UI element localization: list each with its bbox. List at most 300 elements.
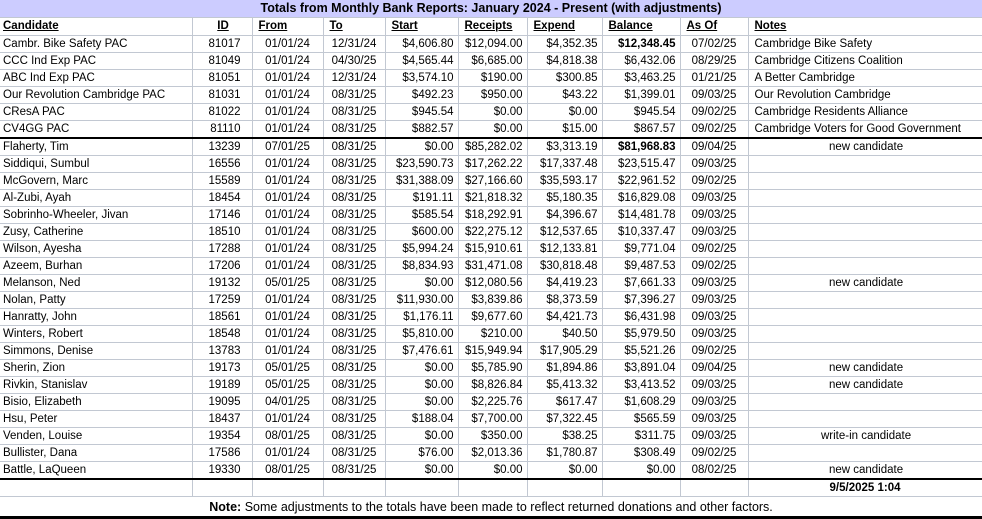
cell-as-of-date[interactable]: 09/02/25 [680, 258, 748, 275]
cell-from-date[interactable]: 01/01/24 [252, 411, 323, 428]
cell-id[interactable]: 18561 [192, 309, 252, 326]
table-row [0, 207, 982, 224]
cell-as-of-date[interactable]: 01/21/25 [680, 70, 748, 87]
cell-start-amount[interactable]: $7,476.61 [385, 343, 458, 360]
cell-id[interactable]: 19132 [192, 275, 252, 292]
cell-id[interactable]: 81031 [192, 87, 252, 104]
empty-cell[interactable] [458, 479, 527, 497]
cell-balance-amount[interactable]: $12,348.45 [602, 36, 680, 53]
cell-receipts-amount[interactable]: $350.00 [458, 428, 527, 445]
empty-cell[interactable] [527, 479, 602, 497]
cell-to-date[interactable]: 08/31/25 [323, 121, 385, 139]
cell-id[interactable]: 19189 [192, 377, 252, 394]
cell-id[interactable]: 19354 [192, 428, 252, 445]
cell-candidate[interactable]: Our Revolution Cambridge PAC [0, 87, 192, 104]
cell-candidate[interactable]: Bullister, Dana [0, 445, 192, 462]
cell-as-of-date[interactable]: 09/03/25 [680, 87, 748, 104]
cell-balance-amount[interactable]: $945.54 [602, 104, 680, 121]
cell-start-amount[interactable]: $23,590.73 [385, 156, 458, 173]
cell-id[interactable]: 17146 [192, 207, 252, 224]
cell-as-of-date[interactable]: 09/03/25 [680, 326, 748, 343]
cell-expend-amount[interactable]: $15.00 [527, 121, 602, 139]
cell-candidate[interactable]: Siddiqui, Sumbul [0, 156, 192, 173]
cell-as-of-date[interactable]: 09/03/25 [680, 411, 748, 428]
cell-id[interactable]: 17206 [192, 258, 252, 275]
cell-receipts-amount[interactable]: $3,839.86 [458, 292, 527, 309]
cell-start-amount[interactable]: $0.00 [385, 394, 458, 411]
cell-balance-amount[interactable]: $3,891.04 [602, 360, 680, 377]
cell-receipts-amount[interactable]: $190.00 [458, 70, 527, 87]
cell-candidate[interactable]: Cambr. Bike Safety PAC [0, 36, 192, 53]
cell-id[interactable]: 18437 [192, 411, 252, 428]
cell-as-of-date[interactable]: 09/02/25 [680, 104, 748, 121]
cell-candidate[interactable]: Winters, Robert [0, 326, 192, 343]
cell-notes[interactable] [748, 224, 982, 241]
cell-as-of-date[interactable]: 09/03/25 [680, 190, 748, 207]
cell-id[interactable]: 13783 [192, 343, 252, 360]
cell-start-amount[interactable]: $492.23 [385, 87, 458, 104]
cell-as-of-date[interactable]: 09/03/25 [680, 394, 748, 411]
cell-balance-amount[interactable]: $6,431.98 [602, 309, 680, 326]
cell-notes[interactable]: Cambridge Bike Safety [748, 36, 982, 53]
empty-cell[interactable] [192, 479, 252, 497]
cell-candidate[interactable]: Venden, Louise [0, 428, 192, 445]
cell-receipts-amount[interactable]: $2,225.76 [458, 394, 527, 411]
cell-notes[interactable] [748, 292, 982, 309]
cell-start-amount[interactable]: $5,994.24 [385, 241, 458, 258]
cell-start-amount[interactable]: $1,176.11 [385, 309, 458, 326]
cell-expend-amount[interactable]: $30,818.48 [527, 258, 602, 275]
cell-receipts-amount[interactable]: $31,471.08 [458, 258, 527, 275]
cell-candidate[interactable]: Wilson, Ayesha [0, 241, 192, 258]
cell-start-amount[interactable]: $945.54 [385, 104, 458, 121]
cell-id[interactable]: 17586 [192, 445, 252, 462]
cell-id[interactable]: 81049 [192, 53, 252, 70]
cell-receipts-amount[interactable]: $22,275.12 [458, 224, 527, 241]
cell-expend-amount[interactable]: $4,419.23 [527, 275, 602, 292]
cell-to-date[interactable]: 08/31/25 [323, 360, 385, 377]
cell-notes[interactable] [748, 258, 982, 275]
table-row [0, 292, 982, 309]
cell-balance-amount[interactable]: $565.59 [602, 411, 680, 428]
column-header-start[interactable]: Start [385, 17, 458, 36]
cell-receipts-amount[interactable]: $210.00 [458, 326, 527, 343]
table-row [0, 173, 982, 190]
page-title: Totals from Monthly Bank Reports: January 2024 - Present (with adjustments) [0, 0, 982, 17]
cell-to-date[interactable]: 08/31/25 [323, 258, 385, 275]
cell-expend-amount[interactable]: $1,780.87 [527, 445, 602, 462]
cell-receipts-amount[interactable]: $85,282.02 [458, 138, 527, 156]
cell-notes[interactable] [748, 343, 982, 360]
cell-from-date[interactable]: 01/01/24 [252, 121, 323, 139]
cell-start-amount[interactable]: $4,565.44 [385, 53, 458, 70]
cell-as-of-date[interactable]: 09/03/25 [680, 309, 748, 326]
cell-candidate[interactable]: Azeem, Burhan [0, 258, 192, 275]
cell-expend-amount[interactable]: $5,413.32 [527, 377, 602, 394]
title-row [0, 0, 982, 17]
cell-balance-amount[interactable]: $23,515.47 [602, 156, 680, 173]
cell-candidate[interactable]: CCC Ind Exp PAC [0, 53, 192, 70]
cell-notes[interactable]: new candidate [748, 360, 982, 377]
cell-receipts-amount[interactable]: $6,685.00 [458, 53, 527, 70]
cell-start-amount[interactable]: $5,810.00 [385, 326, 458, 343]
cell-notes[interactable] [748, 394, 982, 411]
cell-id[interactable]: 81051 [192, 70, 252, 87]
cell-to-date[interactable]: 08/31/25 [323, 138, 385, 156]
cell-id[interactable]: 18548 [192, 326, 252, 343]
cell-from-date[interactable]: 01/01/24 [252, 445, 323, 462]
cell-id[interactable]: 19173 [192, 360, 252, 377]
cell-from-date[interactable]: 01/01/24 [252, 87, 323, 104]
cell-from-date[interactable]: 01/01/24 [252, 258, 323, 275]
table-row [0, 360, 982, 377]
cell-to-date[interactable]: 08/31/25 [323, 445, 385, 462]
cell-from-date[interactable]: 01/01/24 [252, 224, 323, 241]
cell-to-date[interactable]: 08/31/25 [323, 173, 385, 190]
cell-candidate[interactable]: Battle, LaQueen [0, 462, 192, 480]
cell-to-date[interactable]: 08/31/25 [323, 104, 385, 121]
cell-start-amount[interactable]: $0.00 [385, 138, 458, 156]
cell-from-date[interactable]: 05/01/25 [252, 275, 323, 292]
cell-candidate[interactable]: McGovern, Marc [0, 173, 192, 190]
cell-to-date[interactable]: 08/31/25 [323, 87, 385, 104]
cell-notes[interactable] [748, 241, 982, 258]
cell-to-date[interactable]: 08/31/25 [323, 462, 385, 480]
cell-notes[interactable]: Cambridge Citizens Coalition [748, 53, 982, 70]
cell-receipts-amount[interactable]: $950.00 [458, 87, 527, 104]
cell-to-date[interactable]: 08/31/25 [323, 207, 385, 224]
cell-id[interactable]: 17288 [192, 241, 252, 258]
cell-balance-amount[interactable]: $81,968.83 [602, 138, 680, 156]
cell-start-amount[interactable]: $11,930.00 [385, 292, 458, 309]
cell-expend-amount[interactable]: $1,894.86 [527, 360, 602, 377]
cell-expend-amount[interactable]: $4,421.73 [527, 309, 602, 326]
cell-from-date[interactable]: 07/01/25 [252, 138, 323, 156]
cell-as-of-date[interactable]: 09/02/25 [680, 445, 748, 462]
cell-start-amount[interactable]: $8,834.93 [385, 258, 458, 275]
cell-id[interactable]: 19095 [192, 394, 252, 411]
cell-from-date[interactable]: 01/01/24 [252, 343, 323, 360]
cell-id[interactable]: 15589 [192, 173, 252, 190]
table-row [0, 394, 982, 411]
cell-receipts-amount[interactable]: $17,262.22 [458, 156, 527, 173]
cell-balance-amount[interactable]: $311.75 [602, 428, 680, 445]
cell-expend-amount[interactable]: $17,337.48 [527, 156, 602, 173]
cell-start-amount[interactable]: $31,388.09 [385, 173, 458, 190]
timestamp-row [0, 479, 982, 497]
column-header-candidate[interactable]: Candidate [0, 17, 192, 36]
cell-as-of-date[interactable]: 09/02/25 [680, 173, 748, 190]
cell-id[interactable]: 18454 [192, 190, 252, 207]
cell-balance-amount[interactable]: $867.57 [602, 121, 680, 139]
cell-balance-amount[interactable]: $9,487.53 [602, 258, 680, 275]
cell-candidate[interactable]: Rivkin, Stanislav [0, 377, 192, 394]
cell-from-date[interactable]: 01/01/24 [252, 207, 323, 224]
cell-receipts-amount[interactable]: $21,818.32 [458, 190, 527, 207]
cell-start-amount[interactable]: $585.54 [385, 207, 458, 224]
cell-start-amount[interactable]: $0.00 [385, 462, 458, 480]
empty-cell[interactable] [323, 479, 385, 497]
cell-notes[interactable]: new candidate [748, 138, 982, 156]
cell-id[interactable]: 81017 [192, 36, 252, 53]
cell-balance-amount[interactable]: $1,399.01 [602, 87, 680, 104]
cell-candidate[interactable]: Sobrinho-Wheeler, Jivan [0, 207, 192, 224]
column-header-to[interactable]: To [323, 17, 385, 36]
cell-expend-amount[interactable]: $43.22 [527, 87, 602, 104]
cell-receipts-amount[interactable]: $12,094.00 [458, 36, 527, 53]
cell-receipts-amount[interactable]: $27,166.60 [458, 173, 527, 190]
column-header-id[interactable]: ID [192, 17, 252, 36]
cell-as-of-date[interactable]: 08/02/25 [680, 462, 748, 480]
cell-as-of-date[interactable]: 09/04/25 [680, 138, 748, 156]
cell-notes[interactable] [748, 190, 982, 207]
column-header-expend[interactable]: Expend [527, 17, 602, 36]
note-row [0, 497, 982, 518]
cell-from-date[interactable]: 01/01/24 [252, 70, 323, 87]
cell-receipts-amount[interactable]: $7,700.00 [458, 411, 527, 428]
cell-to-date[interactable]: 12/31/24 [323, 70, 385, 87]
column-header-from[interactable]: From [252, 17, 323, 36]
cell-candidate[interactable]: Bisio, Elizabeth [0, 394, 192, 411]
cell-balance-amount[interactable]: $0.00 [602, 462, 680, 480]
table-row [0, 70, 982, 87]
cell-to-date[interactable]: 12/31/24 [323, 36, 385, 53]
cell-notes[interactable] [748, 326, 982, 343]
cell-balance-amount[interactable]: $5,979.50 [602, 326, 680, 343]
cell-start-amount[interactable]: $188.04 [385, 411, 458, 428]
cell-receipts-amount[interactable]: $8,826.84 [458, 377, 527, 394]
cell-start-amount[interactable]: $0.00 [385, 360, 458, 377]
cell-receipts-amount[interactable]: $0.00 [458, 462, 527, 480]
table-row [0, 36, 982, 53]
cell-start-amount[interactable]: $0.00 [385, 275, 458, 292]
cell-receipts-amount[interactable]: $15,910.61 [458, 241, 527, 258]
cell-id[interactable]: 16556 [192, 156, 252, 173]
cell-expend-amount[interactable]: $0.00 [527, 462, 602, 480]
cell-receipts-amount[interactable]: $18,292.91 [458, 207, 527, 224]
cell-candidate[interactable]: Simmons, Denise [0, 343, 192, 360]
cell-as-of-date[interactable]: 09/03/25 [680, 275, 748, 292]
cell-receipts-amount[interactable]: $12,080.56 [458, 275, 527, 292]
cell-to-date[interactable]: 08/31/25 [323, 309, 385, 326]
cell-candidate[interactable]: Zusy, Catherine [0, 224, 192, 241]
cell-candidate[interactable]: Flaherty, Tim [0, 138, 192, 156]
cell-notes[interactable]: write-in candidate [748, 428, 982, 445]
cell-as-of-date[interactable]: 09/03/25 [680, 292, 748, 309]
cell-as-of-date[interactable]: 09/03/25 [680, 207, 748, 224]
cell-start-amount[interactable]: $191.11 [385, 190, 458, 207]
cell-id[interactable]: 18510 [192, 224, 252, 241]
cell-start-amount[interactable]: $882.57 [385, 121, 458, 139]
cell-balance-amount[interactable]: $16,829.08 [602, 190, 680, 207]
cell-balance-amount[interactable]: $6,432.06 [602, 53, 680, 70]
cell-to-date[interactable]: 08/31/25 [323, 377, 385, 394]
cell-notes[interactable]: Cambridge Voters for Good Government [748, 121, 982, 139]
table-row [0, 377, 982, 394]
cell-balance-amount[interactable]: $1,608.29 [602, 394, 680, 411]
cell-to-date[interactable]: 08/31/25 [323, 394, 385, 411]
cell-expend-amount[interactable]: $12,537.65 [527, 224, 602, 241]
cell-from-date[interactable]: 08/01/25 [252, 428, 323, 445]
cell-expend-amount[interactable]: $4,818.38 [527, 53, 602, 70]
cell-start-amount[interactable]: $4,606.80 [385, 36, 458, 53]
cell-start-amount[interactable]: $76.00 [385, 445, 458, 462]
cell-expend-amount[interactable]: $3,313.19 [527, 138, 602, 156]
cell-as-of-date[interactable]: 09/03/25 [680, 156, 748, 173]
column-header-balance[interactable]: Balance [602, 17, 680, 36]
cell-balance-amount[interactable]: $3,413.52 [602, 377, 680, 394]
cell-expend-amount[interactable]: $617.47 [527, 394, 602, 411]
cell-as-of-date[interactable]: 07/02/25 [680, 36, 748, 53]
cell-candidate[interactable]: Al-Zubi, Ayah [0, 190, 192, 207]
cell-from-date[interactable]: 01/01/24 [252, 104, 323, 121]
cell-expend-amount[interactable]: $5,180.35 [527, 190, 602, 207]
cell-from-date[interactable]: 01/01/24 [252, 36, 323, 53]
table-row [0, 224, 982, 241]
cell-to-date[interactable]: 08/31/25 [323, 190, 385, 207]
cell-id[interactable]: 13239 [192, 138, 252, 156]
cell-as-of-date[interactable]: 09/03/25 [680, 428, 748, 445]
cell-to-date[interactable]: 08/31/25 [323, 156, 385, 173]
cell-balance-amount[interactable]: $9,771.04 [602, 241, 680, 258]
cell-as-of-date[interactable]: 08/29/25 [680, 53, 748, 70]
cell-notes[interactable] [748, 173, 982, 190]
cell-from-date[interactable]: 01/01/24 [252, 309, 323, 326]
header-row [0, 17, 982, 36]
cell-expend-amount[interactable]: $0.00 [527, 104, 602, 121]
cell-to-date[interactable]: 08/31/25 [323, 241, 385, 258]
empty-cell[interactable] [0, 479, 192, 497]
cell-candidate[interactable]: Hsu, Peter [0, 411, 192, 428]
cell-to-date[interactable]: 08/31/25 [323, 224, 385, 241]
cell-expend-amount[interactable]: $40.50 [527, 326, 602, 343]
cell-from-date[interactable]: 01/01/24 [252, 326, 323, 343]
cell-receipts-amount[interactable]: $0.00 [458, 104, 527, 121]
cell-as-of-date[interactable]: 09/02/25 [680, 343, 748, 360]
cell-from-date[interactable]: 01/01/24 [252, 241, 323, 258]
cell-expend-amount[interactable]: $35,593.17 [527, 173, 602, 190]
cell-notes[interactable]: A Better Cambridge [748, 70, 982, 87]
cell-from-date[interactable]: 01/01/24 [252, 190, 323, 207]
cell-from-date[interactable]: 01/01/24 [252, 173, 323, 190]
cell-balance-amount[interactable]: $10,337.47 [602, 224, 680, 241]
cell-to-date[interactable]: 08/31/25 [323, 275, 385, 292]
cell-balance-amount[interactable]: $7,661.33 [602, 275, 680, 292]
cell-candidate[interactable]: ABC Ind Exp PAC [0, 70, 192, 87]
cell-notes[interactable]: new candidate [748, 462, 982, 480]
report-timestamp[interactable]: 9/5/2025 1:04 [748, 479, 982, 497]
cell-balance-amount[interactable]: $14,481.78 [602, 207, 680, 224]
empty-cell[interactable] [602, 479, 680, 497]
cell-notes[interactable] [748, 156, 982, 173]
cell-notes[interactable] [748, 411, 982, 428]
cell-to-date[interactable]: 08/31/25 [323, 343, 385, 360]
cell-from-date[interactable]: 01/01/24 [252, 53, 323, 70]
cell-as-of-date[interactable]: 09/02/25 [680, 121, 748, 139]
cell-id[interactable]: 81022 [192, 104, 252, 121]
column-header-notes[interactable]: Notes [748, 17, 982, 36]
cell-start-amount[interactable]: $3,574.10 [385, 70, 458, 87]
cell-balance-amount[interactable]: $22,961.52 [602, 173, 680, 190]
cell-balance-amount[interactable]: $308.49 [602, 445, 680, 462]
cell-as-of-date[interactable]: 09/02/25 [680, 241, 748, 258]
cell-as-of-date[interactable]: 09/03/25 [680, 224, 748, 241]
table-row [0, 241, 982, 258]
cell-candidate[interactable]: Sherin, Zion [0, 360, 192, 377]
cell-to-date[interactable]: 08/31/25 [323, 292, 385, 309]
cell-receipts-amount[interactable]: $5,785.90 [458, 360, 527, 377]
column-header-receipts[interactable]: Receipts [458, 17, 527, 36]
cell-candidate[interactable]: Hanratty, John [0, 309, 192, 326]
cell-balance-amount[interactable]: $3,463.25 [602, 70, 680, 87]
cell-as-of-date[interactable]: 09/04/25 [680, 360, 748, 377]
table-row [0, 190, 982, 207]
cell-id[interactable]: 81110 [192, 121, 252, 139]
cell-notes[interactable] [748, 207, 982, 224]
cell-expend-amount[interactable]: $300.85 [527, 70, 602, 87]
cell-balance-amount[interactable]: $7,396.27 [602, 292, 680, 309]
cell-receipts-amount[interactable]: $9,677.60 [458, 309, 527, 326]
column-header-as-of[interactable]: As Of [680, 17, 748, 36]
cell-expend-amount[interactable]: $4,352.35 [527, 36, 602, 53]
cell-start-amount[interactable]: $0.00 [385, 377, 458, 394]
cell-start-amount[interactable]: $0.00 [385, 428, 458, 445]
cell-from-date[interactable]: 01/01/24 [252, 156, 323, 173]
table-row [0, 326, 982, 343]
cell-to-date[interactable]: 08/31/25 [323, 428, 385, 445]
empty-cell[interactable] [252, 479, 323, 497]
cell-notes[interactable]: Cambridge Residents Alliance [748, 104, 982, 121]
cell-start-amount[interactable]: $600.00 [385, 224, 458, 241]
cell-to-date[interactable]: 08/31/25 [323, 411, 385, 428]
cell-as-of-date[interactable]: 09/03/25 [680, 377, 748, 394]
table-row [0, 87, 982, 104]
cell-notes[interactable]: new candidate [748, 377, 982, 394]
cell-from-date[interactable]: 01/01/24 [252, 292, 323, 309]
cell-notes[interactable]: new candidate [748, 275, 982, 292]
cell-candidate[interactable]: Melanson, Ned [0, 275, 192, 292]
cell-candidate[interactable]: Nolan, Patty [0, 292, 192, 309]
cell-candidate[interactable]: CV4GG PAC [0, 121, 192, 139]
table-row [0, 156, 982, 173]
cell-from-date[interactable]: 08/01/25 [252, 462, 323, 480]
cell-expend-amount[interactable]: $38.25 [527, 428, 602, 445]
cell-receipts-amount[interactable]: $0.00 [458, 121, 527, 139]
cell-from-date[interactable]: 05/01/25 [252, 377, 323, 394]
cell-candidate[interactable]: CResA PAC [0, 104, 192, 121]
cell-to-date[interactable]: 08/31/25 [323, 326, 385, 343]
cell-to-date[interactable]: 04/30/25 [323, 53, 385, 70]
table-row [0, 343, 982, 360]
cell-notes[interactable]: Our Revolution Cambridge [748, 87, 982, 104]
cell-from-date[interactable]: 05/01/25 [252, 360, 323, 377]
cell-notes[interactable] [748, 309, 982, 326]
cell-receipts-amount[interactable]: $2,013.36 [458, 445, 527, 462]
cell-balance-amount[interactable]: $5,521.26 [602, 343, 680, 360]
cell-expend-amount[interactable]: $4,396.67 [527, 207, 602, 224]
cell-expend-amount[interactable]: $7,322.45 [527, 411, 602, 428]
cell-expend-amount[interactable]: $17,905.29 [527, 343, 602, 360]
cell-id[interactable]: 17259 [192, 292, 252, 309]
cell-notes[interactable] [748, 445, 982, 462]
cell-expend-amount[interactable]: $8,373.59 [527, 292, 602, 309]
cell-id[interactable]: 19330 [192, 462, 252, 480]
empty-cell[interactable] [680, 479, 748, 497]
cell-from-date[interactable]: 04/01/25 [252, 394, 323, 411]
empty-cell[interactable] [385, 479, 458, 497]
cell-receipts-amount[interactable]: $15,949.94 [458, 343, 527, 360]
cell-expend-amount[interactable]: $12,133.81 [527, 241, 602, 258]
